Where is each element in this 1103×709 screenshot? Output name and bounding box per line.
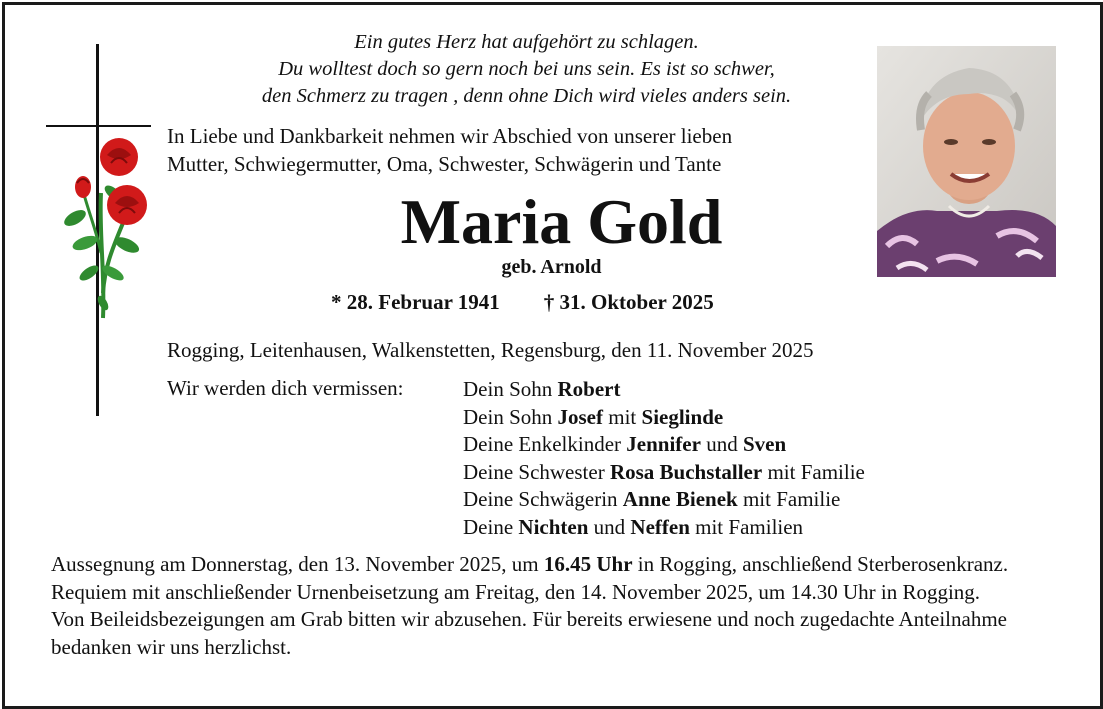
mourner-line: [463, 376, 865, 404]
mourner-relation: Dein Sohn: [463, 377, 558, 401]
mourners-label: Wir werden dich vermissen:: [167, 376, 404, 400]
birth-name: geb. Arnold: [501, 256, 602, 278]
mourner-suffix: mit Familie: [737, 487, 841, 511]
mourner-line: [463, 431, 865, 459]
mourner-line: [463, 459, 865, 487]
mourner-name: Neffen: [630, 514, 690, 539]
mourner-relation: Deine Schwägerin: [463, 487, 623, 511]
intro-line: Mutter, Schwiegermutter, Oma, Schwester, Schwägerin und Tante: [167, 152, 722, 176]
mourner-line: [463, 514, 865, 542]
quote-line: Ein gutes Herz hat aufgehört zu schlagen.: [354, 31, 699, 53]
cross-crossbar: [46, 125, 151, 127]
mourner-name: Sven: [742, 432, 787, 456]
life-dates: [331, 290, 714, 315]
mourner-relation: Deine: [463, 514, 519, 539]
mourner-name: Josef: [557, 404, 603, 429]
mourner-conjunction: mit: [603, 404, 642, 429]
mourner-name: Sieglinde: [641, 404, 724, 429]
mourner-relation: Dein Sohn: [463, 404, 558, 429]
mourner-name: Robert: [557, 377, 621, 401]
death-date: † 31. Oktober 2025: [543, 290, 714, 314]
mourner-name: Jennifer: [626, 432, 701, 456]
obituary-notice: [2, 2, 1103, 709]
service-details: [51, 551, 1081, 661]
portrait-photo: [877, 46, 1056, 277]
service-text: in Rogging, anschließend Sterberosenkranz. Requiem mit anschließender Urnenbeisetzung am Freitag, den 14. November 2025, um 14.30 Uhr in Rogging.: [51, 552, 1009, 604]
mourner-conjunction: und: [700, 432, 743, 456]
quote-line: den Schmerz zu tragen , denn ohne Dich wird vieles anders sein.: [261, 85, 792, 107]
intro-line: In Liebe und Dankbarkeit nehmen wir Abschied von unserer lieben: [167, 124, 733, 148]
mourner-relation: Deine Enkelkinder: [463, 432, 627, 456]
mourner-relation: Deine Schwester: [463, 459, 610, 484]
mourner-line: [463, 404, 865, 432]
mourner-name: Nichten: [518, 514, 589, 539]
intro-text: [167, 122, 732, 178]
mourner-suffix: mit Familie: [762, 459, 865, 484]
condolence-paragraph: Von Beileidsbezeigungen am Grab bitten wir abzusehen. Für bereits erwiesene und noch zugedachte Anteilnahme bedanken wir uns herzlichst.: [51, 607, 1007, 659]
place-date: Rogging, Leitenhausen, Walkenstetten, Regensburg, den 11. November 2025: [167, 338, 814, 362]
service-paragraph: [51, 551, 1081, 606]
mourner-name: Anne Bienek: [622, 487, 738, 511]
mourners-list: [463, 376, 865, 541]
mourner-suffix: mit Familien: [689, 514, 804, 539]
mourner-line: [463, 486, 865, 514]
birth-date: * 28. Februar 1941: [331, 290, 500, 314]
service-time: 16.45 Uhr: [543, 552, 633, 576]
quote-line: Du wolltest doch so gern noch bei uns sein. Es ist so schwer,: [278, 58, 775, 80]
mourner-name: Rosa Buchstaller: [609, 459, 763, 484]
service-text: Aussegnung am Donnerstag, den 13. November 2025, um: [51, 552, 544, 576]
deceased-name: Maria Gold: [400, 186, 723, 257]
mourner-conjunction: und: [588, 514, 631, 539]
